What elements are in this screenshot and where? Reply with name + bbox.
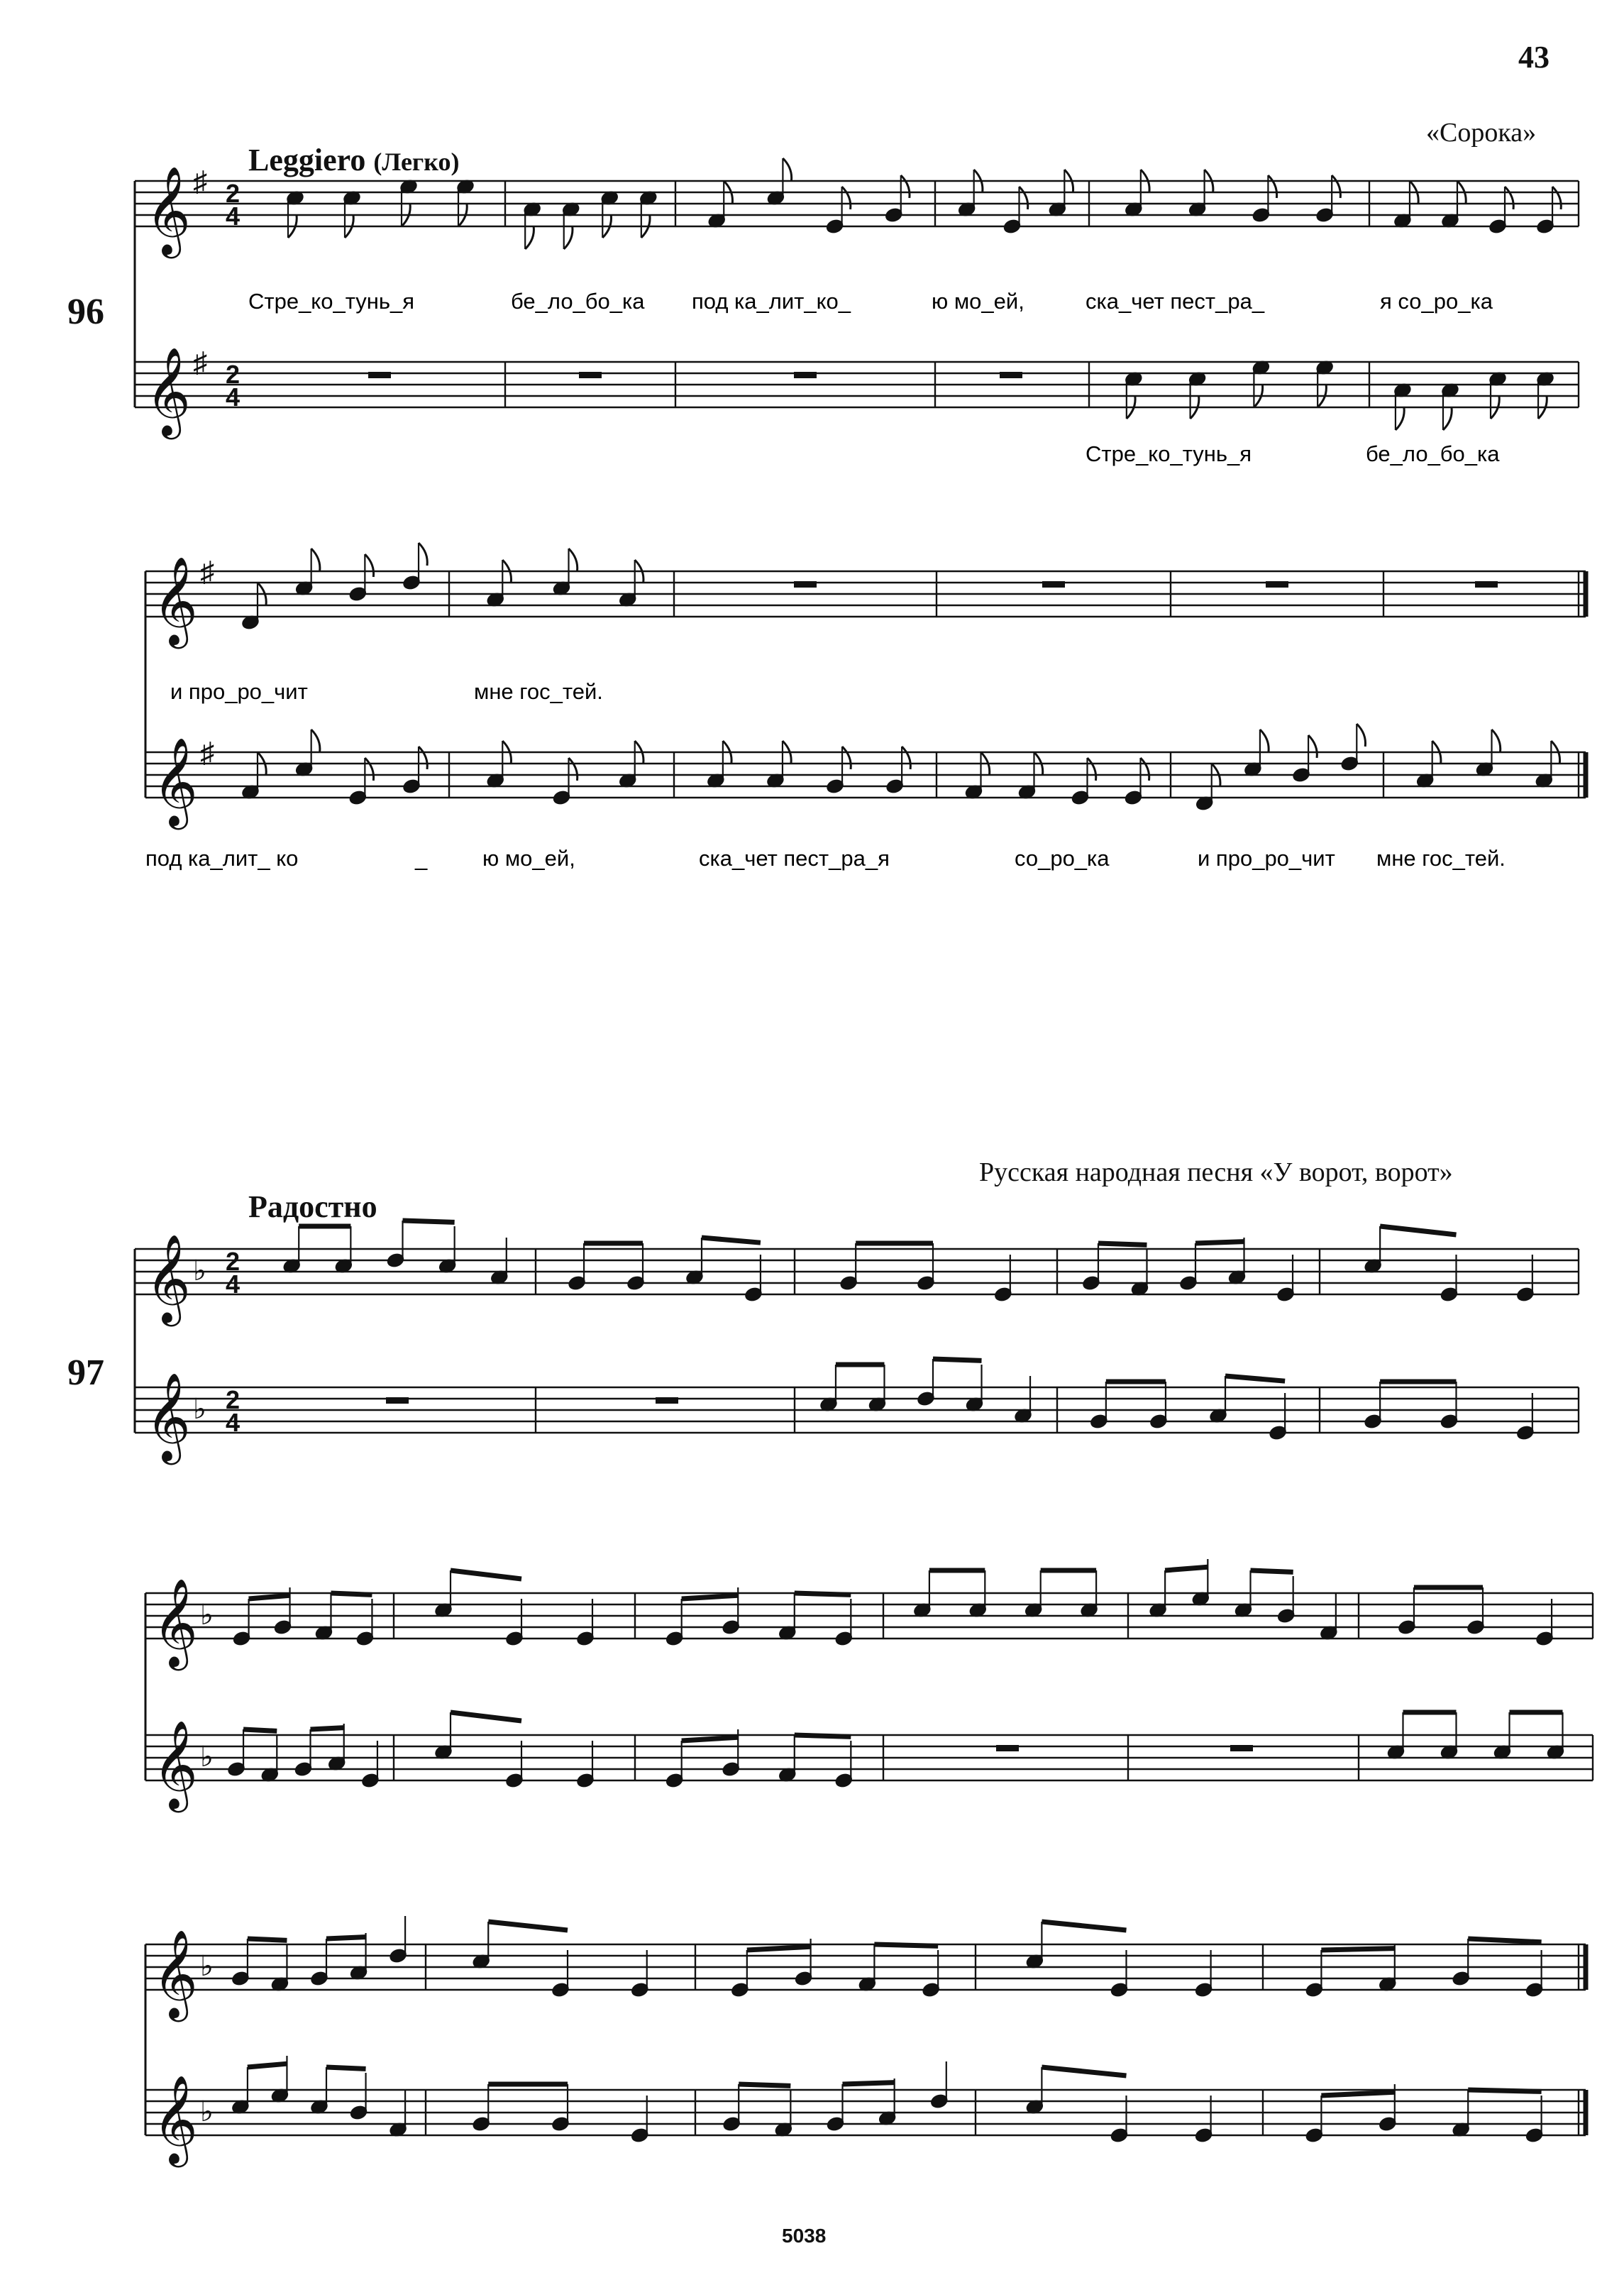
- time-signature-denominator: 4: [226, 1270, 241, 1299]
- treble-clef-icon: 𝄞: [145, 1373, 191, 1459]
- treble-clef-icon: 𝄞: [145, 1235, 191, 1321]
- exercise-number-96: 96: [67, 292, 104, 332]
- time-signature-numerator: 2: [226, 179, 241, 208]
- time-signature-denominator: 4: [226, 382, 241, 412]
- treble-clef-icon: 𝄞: [153, 1721, 198, 1807]
- lyric-syllables: ю мо_ей,: [932, 289, 1024, 314]
- sharp-icon: ♯: [193, 166, 207, 197]
- flat-icon: ♭: [193, 1394, 206, 1425]
- lyric-syllables: и про_ро_чит: [1198, 846, 1335, 871]
- lyric-syllables: Стре_ко_тунь_я: [248, 289, 415, 314]
- treble-clef-icon: 𝄞: [145, 167, 191, 253]
- time-signature-denominator: 4: [226, 202, 241, 231]
- lyric-syllables: я со_ро_ка: [1380, 289, 1493, 314]
- treble-clef-icon: 𝄞: [153, 2076, 198, 2162]
- flat-icon: ♭: [200, 1741, 214, 1773]
- flat-icon: ♭: [200, 2096, 214, 2127]
- lyric-syllables: под ка_лит_ко_: [692, 289, 851, 314]
- lyric-syllables: и про_ро_чит: [170, 679, 308, 704]
- treble-clef-icon: 𝄞: [153, 738, 198, 824]
- treble-clef-icon: 𝄞: [145, 348, 191, 434]
- flat-icon: ♭: [200, 1600, 214, 1631]
- sharp-icon: ♯: [193, 347, 207, 378]
- time-signature-numerator: 2: [226, 1385, 241, 1414]
- exercise-number-97: 97: [67, 1353, 104, 1393]
- time-signature-denominator: 4: [226, 1408, 241, 1437]
- lyric-syllables: мне гос_тей.: [474, 679, 603, 704]
- page-number: 43: [1518, 40, 1550, 75]
- treble-clef-icon: 𝄞: [153, 1579, 198, 1665]
- treble-clef-icon: 𝄞: [153, 1930, 198, 2016]
- sharp-icon: ♯: [200, 556, 214, 588]
- lyric-syllables: ска_чет пест_ра_: [1086, 289, 1265, 314]
- flat-icon: ♭: [200, 1951, 214, 1982]
- sharp-icon: ♯: [200, 737, 214, 769]
- song-source-96: «Сорока»: [1426, 118, 1537, 148]
- lyric-syllables: ю мо_ей,: [482, 846, 575, 871]
- lyric-syllables: бе_ло_бо_ка: [1366, 441, 1500, 466]
- treble-clef-icon: 𝄞: [153, 557, 198, 643]
- tempo-translation-96: (Легко): [373, 148, 460, 176]
- lyric-syllables: _: [415, 846, 428, 871]
- lyric-syllables: под ка_лит_ ко: [145, 846, 299, 871]
- lyric-syllables: мне гос_тей.: [1376, 846, 1506, 871]
- song-source-97: Русская народная песня «У ворот, ворот»: [979, 1157, 1453, 1187]
- tempo-text-96: Leggiero: [248, 143, 366, 177]
- lyric-syllables: Стре_ко_тунь_я: [1086, 441, 1252, 466]
- footer-code: 5038: [782, 2225, 827, 2247]
- lyric-syllables: ска_чет пест_ра_я: [699, 846, 890, 871]
- time-signature-numerator: 2: [226, 360, 241, 389]
- time-signature-numerator: 2: [226, 1247, 241, 1276]
- lyric-syllables: бе_ло_бо_ка: [511, 289, 645, 314]
- tempo-marking-97: Радостно: [248, 1189, 377, 1224]
- flat-icon: ♭: [193, 1255, 206, 1287]
- lyric-syllables: со_ро_ка: [1015, 846, 1110, 871]
